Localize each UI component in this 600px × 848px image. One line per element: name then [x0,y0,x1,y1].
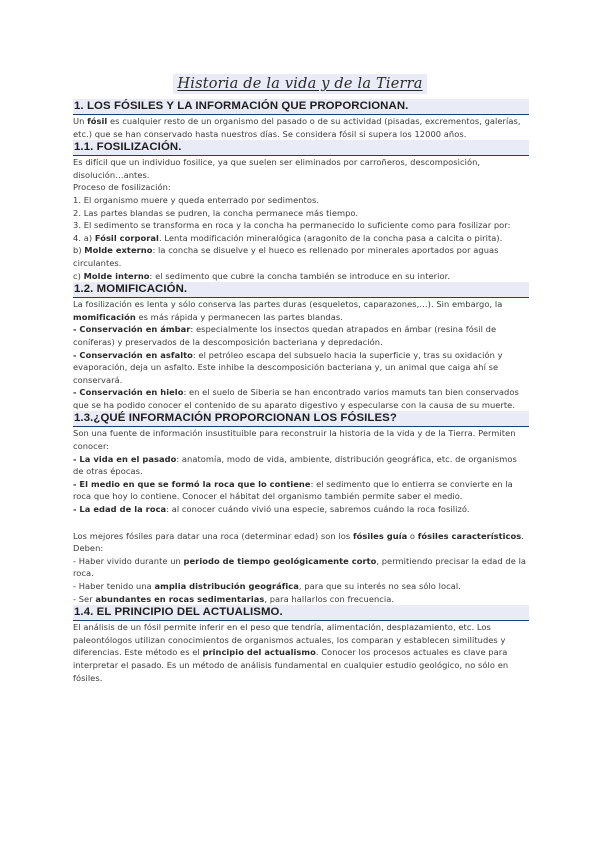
paragraph-intro-fosilizacion: Es difícil que un individuo fosilice, ya que suelen ser eliminados por carroñeros, descomposición, disolución…antes. [73,157,481,180]
paragraph-fosiles-guia [73,530,529,555]
document-body [73,99,529,684]
text: , permitiendo precisar la edad de la roca. [73,555,527,579]
bold-term: amplia distribución geográfica [154,581,299,591]
process-label: Proceso de fosilización: [73,182,171,193]
bold-term: Molde interno [83,270,150,281]
list-item-vida-pasado [73,453,529,478]
text: c) [73,270,84,281]
text: - Ser [73,593,96,604]
bold-term: - La edad de la roca [73,504,167,515]
text: : anatomía, modo de vida, ambiente, distribución geográfica, etc. de organismos de otras épocas. [73,453,517,477]
section-heading-informacion: 1.3.¿QUÉ INFORMACIÓN PROPORCIONAN LOS FÓSILES? [73,411,529,427]
list-item-periodo [73,555,529,580]
step-4a [73,232,529,245]
step-1: 1. El organismo muere y queda enterrado por sedimentos. [73,194,320,205]
list-item-distribucion [73,580,529,593]
list-item-hielo [73,386,529,411]
text: . Lenta modificación mineralógica (aragonito de la concha pasa a calcita o pirita). [158,232,503,243]
paragraph-intro-informacion: Son una fuente de información insustituible para reconstruir la historia de la vida y de la Tierra. Permiten conocer: [73,428,516,452]
bold-term: fósiles característicos [417,530,522,541]
title-wrap [0,74,600,94]
bold-term: periodo de tiempo geológicamente corto [183,555,377,566]
paragraph-actualismo [73,621,529,684]
text: , para que su interés no sea sólo local. [298,581,461,591]
paragraph-definicion-fosil [73,115,529,140]
text: : la concha se disuelve y el hueco es rellenado por minerales aportados por aguas circulantes. [73,245,499,268]
step-3: 3. El sedimento se transforma en roca y la concha ha permanecido lo suficiente como para fosilizar por: [73,220,511,231]
section-heading-momificacion: 1.2. MOMIFICACIÓN. [73,282,529,298]
text: b) [73,245,85,256]
text: La fosilización es lenta y sólo conserva las partes duras (esqueletos, caparazones,…). Sin embargo, la [73,299,503,310]
page-title: Historia de la vida y de la Tierra [173,74,426,94]
bold-term: Molde externo [84,245,153,256]
text: : el petróleo escapa del subsuelo hacia la superficie y, tras su oxidación y evaporación, deja un asfalto. Este inhibe la descomposición bacteriana y, un animal que caiga ahí se conservará. [73,349,503,385]
bold-term: abundantes en rocas sedimentarias [95,593,265,604]
text: : especialmente los insectos quedan atrapados en ámbar (resina fósil de coníferas) y preservados de la descomposición bacteriana y depredación. [73,324,497,347]
text: Un [73,116,88,126]
step-4b [73,244,529,269]
list-item-medio [73,478,529,503]
bold-term: principio del actualismo [202,647,316,658]
list-item-asfalto [73,349,529,387]
text: : al conocer cuándo vivió una especie, sabremos cuándo la roca fosilizó. [166,504,470,515]
section-heading-fosilizacion: 1.1. FOSILIZACIÓN. [73,140,529,156]
text: es cualquier resto de un organismo del pasado o de su actividad (pisadas, excrementos, galerías, etc.) que se han conservado hasta nuestros días. Se considera fósil si supera los 12000 años. [73,116,521,139]
text: : en el suelo de Siberia se han encontrado varios mamuts tan bien conservados que se ha podido conocer el contenido de su aparato digestivo y especularse con la causa de su muerte. [73,387,519,410]
text: . Deben: [73,530,524,554]
text: 4. a) [73,232,95,243]
bold-term: fósil [87,116,108,126]
spacer [73,516,529,530]
bold-term: - La vida en el pasado [73,453,177,464]
text: . Conocer los procesos actuales es clave para interpretar el pasado. Es un método de análisis fundamental en cualquier estudio geológico, no sólo en fósiles. [73,647,509,683]
bold-term: Fósil corporal [94,232,159,243]
paragraph-intro-momificacion [73,298,529,323]
text: El análisis de un fósil permite inferir en el peso que tendría, alimentación, desplazamiento, etc. Los paleontólogos utilizan conocimientos de organismos actuales, los comparan y establecen similitudes y diferencias. Este método es el [73,622,506,658]
bold-term: momificación [73,311,136,322]
list-item-abundantes [73,593,529,606]
text: : el sedimento que lo entierra se convierte en la roca que hoy lo contiene. Conocer el hábitat del organismo también permite saber el medio. [73,478,513,502]
section-heading-actualismo: 1.4. EL PRINCIPIO DEL ACTUALISMO. [73,605,529,621]
bold-term: - Conservación en asfalto [73,349,193,360]
list-item-edad [73,503,529,516]
text: es más rápida y permanecen las partes blandas. [135,311,343,322]
text: Los mejores fósiles para datar una roca (determinar edad) son los [73,530,353,541]
step-4c [73,270,529,283]
text: - Haber tenido una [73,581,155,591]
bold-term: fósiles guía [352,530,408,541]
text: o [407,530,418,541]
bold-term: - Conservación en hielo [73,387,184,398]
bold-term: - Conservación en ámbar [73,324,191,335]
text: : el sedimento que cubre la concha también se introduce en su interior. [149,270,451,281]
text: , para hallarlos con frecuencia. [264,593,395,604]
text: - Haber vivido durante un [73,555,184,566]
step-2: 2. Las partes blandas se pudren, la concha permanece más tiempo. [73,207,359,218]
section-heading-fosiles: 1. LOS FÓSILES Y LA INFORMACIÓN QUE PROPORCIONAN. [73,99,529,115]
list-item-ambar [73,323,529,348]
bold-term: - El medio en que se formó la roca que lo contiene [73,478,311,489]
